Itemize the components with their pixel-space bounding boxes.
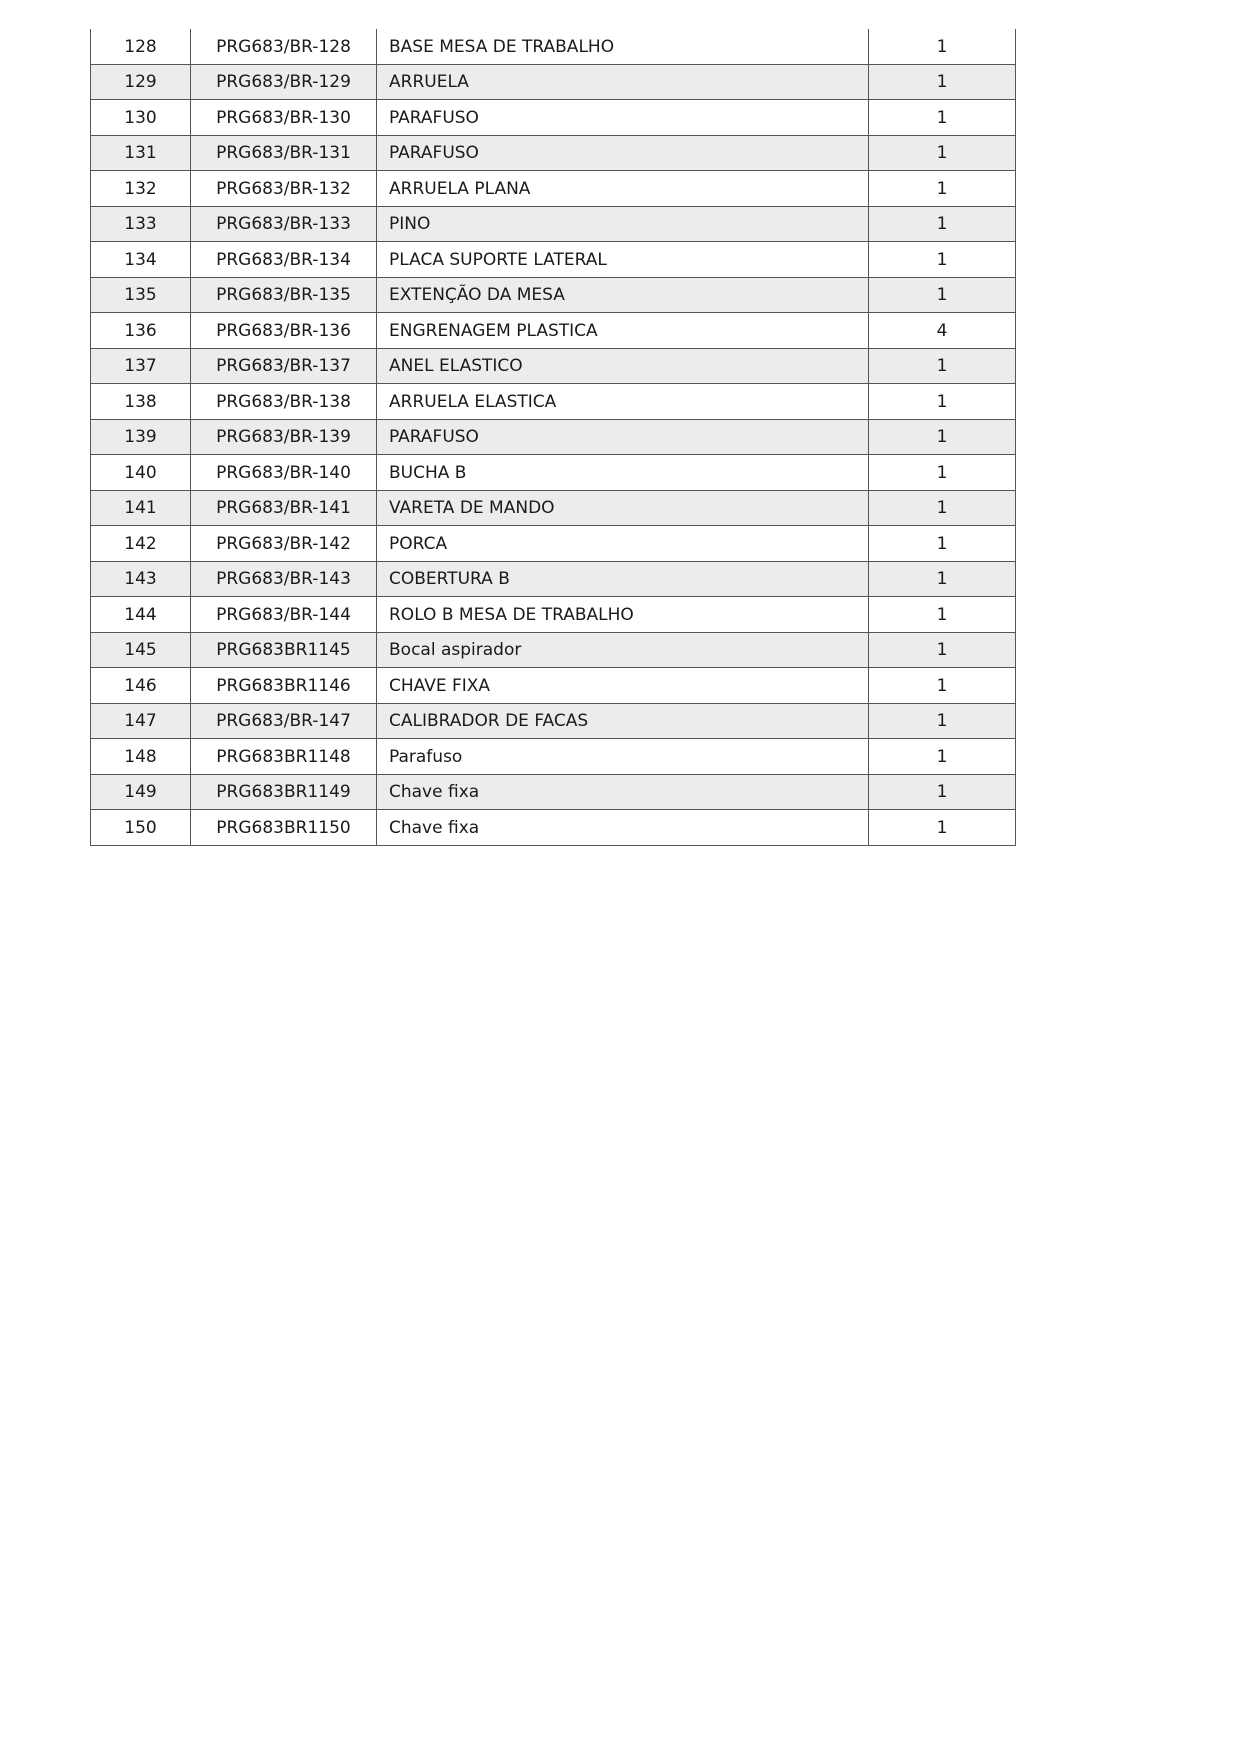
item-number-cell: 142 — [91, 526, 191, 562]
part-code-cell: PRG683BR1145 — [191, 632, 377, 668]
quantity-cell: 1 — [869, 774, 1016, 810]
part-code-cell: PRG683/BR-131 — [191, 135, 377, 171]
part-code-cell: PRG683BR1148 — [191, 739, 377, 775]
table-row — [91, 526, 1016, 562]
part-code-cell: PRG683/BR-133 — [191, 206, 377, 242]
quantity-cell: 1 — [869, 135, 1016, 171]
part-code-cell: PRG683/BR-139 — [191, 419, 377, 455]
table-row — [91, 242, 1016, 278]
item-number-cell: 148 — [91, 739, 191, 775]
table-row — [91, 774, 1016, 810]
item-number-cell: 129 — [91, 64, 191, 100]
part-code-cell: PRG683/BR-147 — [191, 703, 377, 739]
description-cell: ARRUELA ELASTICA — [377, 384, 869, 420]
part-code-cell: PRG683/BR-132 — [191, 171, 377, 207]
description-cell: ARRUELA — [377, 64, 869, 100]
quantity-cell: 1 — [869, 739, 1016, 775]
table-row — [91, 597, 1016, 633]
quantity-cell: 1 — [869, 703, 1016, 739]
table-row — [91, 810, 1016, 846]
table-row — [91, 29, 1016, 64]
part-code-cell: PRG683/BR-130 — [191, 100, 377, 136]
quantity-cell: 1 — [869, 64, 1016, 100]
table-row — [91, 171, 1016, 207]
quantity-cell: 1 — [869, 490, 1016, 526]
item-number-cell: 143 — [91, 561, 191, 597]
item-number-cell: 132 — [91, 171, 191, 207]
item-number-cell: 137 — [91, 348, 191, 384]
item-number-cell: 144 — [91, 597, 191, 633]
description-cell: CALIBRADOR DE FACAS — [377, 703, 869, 739]
description-cell: Chave fixa — [377, 810, 869, 846]
description-cell: Bocal aspirador — [377, 632, 869, 668]
description-cell: BUCHA B — [377, 455, 869, 491]
description-cell: PARAFUSO — [377, 419, 869, 455]
quantity-cell: 1 — [869, 171, 1016, 207]
quantity-cell: 1 — [869, 348, 1016, 384]
item-number-cell: 145 — [91, 632, 191, 668]
item-number-cell: 133 — [91, 206, 191, 242]
quantity-cell: 1 — [869, 100, 1016, 136]
description-cell: PLACA SUPORTE LATERAL — [377, 242, 869, 278]
table-row — [91, 490, 1016, 526]
table-row — [91, 739, 1016, 775]
item-number-cell: 140 — [91, 455, 191, 491]
table-row — [91, 313, 1016, 349]
table-row — [91, 419, 1016, 455]
quantity-cell: 1 — [869, 561, 1016, 597]
item-number-cell: 147 — [91, 703, 191, 739]
quantity-cell: 1 — [869, 810, 1016, 846]
part-code-cell: PRG683/BR-138 — [191, 384, 377, 420]
item-number-cell: 136 — [91, 313, 191, 349]
table-row — [91, 348, 1016, 384]
part-code-cell: PRG683/BR-144 — [191, 597, 377, 633]
part-code-cell: PRG683/BR-136 — [191, 313, 377, 349]
quantity-cell: 1 — [869, 632, 1016, 668]
part-code-cell: PRG683/BR-141 — [191, 490, 377, 526]
quantity-cell: 4 — [869, 313, 1016, 349]
table-row — [91, 632, 1016, 668]
item-number-cell: 130 — [91, 100, 191, 136]
part-code-cell: PRG683/BR-137 — [191, 348, 377, 384]
description-cell: ROLO B MESA DE TRABALHO — [377, 597, 869, 633]
description-cell: BASE MESA DE TRABALHO — [377, 29, 869, 64]
quantity-cell: 1 — [869, 419, 1016, 455]
part-code-cell: PRG683/BR-143 — [191, 561, 377, 597]
quantity-cell: 1 — [869, 597, 1016, 633]
description-cell: COBERTURA B — [377, 561, 869, 597]
part-code-cell: PRG683/BR-134 — [191, 242, 377, 278]
parts-table-body — [91, 29, 1016, 845]
quantity-cell: 1 — [869, 668, 1016, 704]
description-cell: ENGRENAGEM PLASTICA — [377, 313, 869, 349]
item-number-cell: 134 — [91, 242, 191, 278]
quantity-cell: 1 — [869, 29, 1016, 64]
quantity-cell: 1 — [869, 455, 1016, 491]
part-code-cell: PRG683/BR-135 — [191, 277, 377, 313]
table-row — [91, 455, 1016, 491]
part-code-cell: PRG683BR1149 — [191, 774, 377, 810]
item-number-cell: 141 — [91, 490, 191, 526]
quantity-cell: 1 — [869, 526, 1016, 562]
description-cell: Parafuso — [377, 739, 869, 775]
quantity-cell: 1 — [869, 206, 1016, 242]
table-row — [91, 703, 1016, 739]
item-number-cell: 146 — [91, 668, 191, 704]
table-row — [91, 384, 1016, 420]
item-number-cell: 135 — [91, 277, 191, 313]
quantity-cell: 1 — [869, 384, 1016, 420]
part-code-cell: PRG683/BR-142 — [191, 526, 377, 562]
table-row — [91, 668, 1016, 704]
part-code-cell: PRG683/BR-140 — [191, 455, 377, 491]
item-number-cell: 139 — [91, 419, 191, 455]
description-cell: VARETA DE MANDO — [377, 490, 869, 526]
description-cell: ANEL ELASTICO — [377, 348, 869, 384]
description-cell: CHAVE FIXA — [377, 668, 869, 704]
description-cell: PARAFUSO — [377, 100, 869, 136]
part-code-cell: PRG683BR1146 — [191, 668, 377, 704]
part-code-cell: PRG683/BR-128 — [191, 29, 377, 64]
parts-table — [90, 29, 1016, 846]
item-number-cell: 138 — [91, 384, 191, 420]
description-cell: ARRUELA PLANA — [377, 171, 869, 207]
item-number-cell: 149 — [91, 774, 191, 810]
item-number-cell: 128 — [91, 29, 191, 64]
item-number-cell: 131 — [91, 135, 191, 171]
description-cell: EXTENÇÃO DA MESA — [377, 277, 869, 313]
table-row — [91, 64, 1016, 100]
part-code-cell: PRG683/BR-129 — [191, 64, 377, 100]
table-row — [91, 561, 1016, 597]
quantity-cell: 1 — [869, 242, 1016, 278]
quantity-cell: 1 — [869, 277, 1016, 313]
description-cell: PARAFUSO — [377, 135, 869, 171]
table-row — [91, 206, 1016, 242]
table-row — [91, 100, 1016, 136]
table-row — [91, 135, 1016, 171]
table-row — [91, 277, 1016, 313]
description-cell: PINO — [377, 206, 869, 242]
description-cell: PORCA — [377, 526, 869, 562]
item-number-cell: 150 — [91, 810, 191, 846]
description-cell: Chave fixa — [377, 774, 869, 810]
part-code-cell: PRG683BR1150 — [191, 810, 377, 846]
